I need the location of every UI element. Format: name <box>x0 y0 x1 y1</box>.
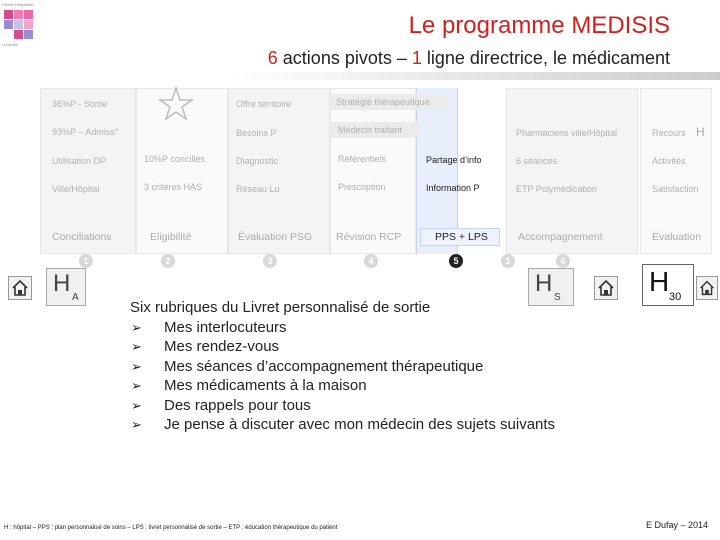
subtitle-number: 6 <box>267 48 278 68</box>
star-icon <box>158 86 194 122</box>
grid-cell: Offre territoire <box>236 99 292 109</box>
list-item-text: Mes rendez-vous <box>164 338 280 355</box>
logo-bottom-text: Lunéville <box>2 42 18 47</box>
action-badge: 4 <box>364 254 378 268</box>
grid-cell: Activités <box>652 156 686 166</box>
arrow-bullet-icon: ➢ <box>131 378 142 393</box>
action-badge: 3 <box>263 254 277 268</box>
action-label: Conciliations <box>52 231 112 243</box>
grid-cell: Réseau Lu <box>236 184 280 194</box>
author-credit: E Dufay – 2014 <box>645 520 708 530</box>
arrow-bullet-icon: ➢ <box>131 319 142 335</box>
subtitle-text: ligne directrice, le médicament <box>421 48 670 68</box>
recours-h-tag: H <box>696 125 705 139</box>
list-item-text: Je pense à discuter avec mon médecin des sujets suivants <box>164 416 556 433</box>
action-label: PPS + LPS <box>435 231 488 243</box>
logo-square <box>24 30 33 39</box>
column-evaluation <box>640 88 712 254</box>
column-evaluation-psg <box>228 88 330 254</box>
footnote: H : hôpital – PPS : plan personnalisé de soins – LPS : livret personnalisé de sortie – ETP : éducation thérapeutique du patient <box>4 525 338 531</box>
grid-cell: 10%P conciliés <box>144 154 205 164</box>
grid-cell: Utilisation DP <box>52 156 107 166</box>
list-item <box>130 415 630 435</box>
arrow-bullet-icon: ➢ <box>131 417 142 432</box>
action-badge: 2 <box>161 254 175 268</box>
grid-cell: 36%P - Sortie <box>52 99 108 109</box>
grid-cell: Ville/Hôpital <box>52 184 100 194</box>
grid-cell: Stratégie thérapeutique <box>336 97 430 107</box>
h-letter: H <box>535 270 553 297</box>
grid-cell: Diagnostic <box>236 156 279 166</box>
h-subscript: S <box>554 292 561 303</box>
grid-cell: Besoins P <box>236 128 277 138</box>
logo-square <box>24 20 33 29</box>
logo-square <box>14 10 23 19</box>
h30-box <box>642 264 694 306</box>
action-badge: 1 <box>79 254 93 268</box>
arrow-bullet-icon: ➢ <box>131 339 142 354</box>
logo-square <box>24 10 33 19</box>
column-conciliations <box>40 88 136 254</box>
list-item <box>130 318 630 338</box>
logo-square <box>14 30 23 39</box>
action-badge: 1 <box>501 254 515 268</box>
list-item <box>130 376 630 396</box>
grid-cell: Prescription <box>338 182 386 192</box>
action-label: Révision RCP <box>336 231 402 243</box>
list-item-text: Mes interlocuteurs <box>164 318 287 336</box>
list-item <box>130 396 630 416</box>
h-subscript: A <box>72 292 79 303</box>
h-letter: H <box>53 270 71 297</box>
arrow-bullet-icon: ➢ <box>131 397 142 413</box>
logo-square <box>4 10 13 19</box>
action-badge: 6 <box>556 254 570 268</box>
home-icon[interactable] <box>8 276 32 300</box>
h-admission-box <box>46 268 86 306</box>
logo-square <box>4 20 13 29</box>
grid-cell: Référentiels <box>338 154 387 164</box>
column-accompagnement <box>506 88 638 254</box>
subtitle-text: actions pivots – <box>277 48 412 68</box>
title-divider <box>230 72 720 80</box>
subtitle-number: 1 <box>411 48 422 68</box>
grid-cell: 6 séances <box>516 156 558 166</box>
grid-cell: Recours <box>652 128 686 138</box>
list-item-text: Mes séances d’accompagnement thérapeutique <box>164 357 484 375</box>
logo-square <box>14 20 23 29</box>
actions-grid <box>40 88 712 254</box>
livret-list <box>130 298 630 435</box>
grid-cell: Satisfaction <box>652 184 699 194</box>
list-item <box>130 357 630 377</box>
grid-cell: ETP Polymédication <box>516 184 597 194</box>
action-label: Évaluation PSG <box>238 231 313 243</box>
grid-cell: Information P <box>426 183 480 193</box>
list-item-text: Mes médicaments à la maison <box>164 377 367 394</box>
action-label: Eligibilité <box>150 231 192 243</box>
home-icon[interactable] <box>696 276 718 300</box>
arrow-bullet-icon: ➢ <box>131 358 142 374</box>
action-label: Accompagnement <box>518 231 603 243</box>
grid-cell: Pharmaciens ville/Hôpital <box>516 128 618 138</box>
h-letter: H <box>649 266 670 297</box>
grid-cell: Partage d’info <box>426 155 482 165</box>
list-item <box>130 337 630 357</box>
logo-top-text: Centre Hospitalier <box>2 2 35 7</box>
action-label: Évaluation <box>652 231 702 243</box>
grid-cell: 93%P – Admiss° <box>52 127 119 137</box>
list-item-text: Des rappels pour tous <box>164 396 311 414</box>
h-subscript: 30 <box>669 291 682 303</box>
list-heading: Six rubriques du Livret personnalisé de sortie <box>130 299 431 316</box>
home-icon[interactable] <box>594 276 618 300</box>
action-badge: 5 <box>449 254 463 268</box>
hospital-logo <box>2 2 46 48</box>
page-subtitle <box>268 48 670 69</box>
column-revision-rcp <box>330 88 416 254</box>
grid-cell: 3 critères HAS <box>144 182 203 192</box>
grid-cell: Médecin traitant <box>338 125 403 135</box>
page-title: Le programme MEDISIS <box>408 12 670 39</box>
